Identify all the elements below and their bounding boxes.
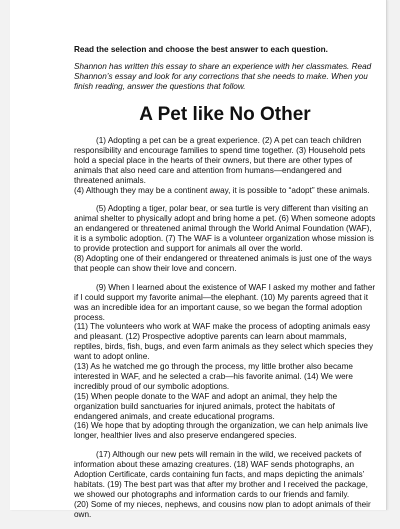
paragraph-text: (1) Adopting a pet can be a great experience. (2) A pet can teach children responsibility and encourage families to spend time together. (3) Household pets hold a special place in the hearts of their owners, but there are other types of animals that also need care and attention from humans—endangered and threatened animals. (4) Although they may be a continent away, it is possible to “adopt” these animals.	[74, 136, 370, 195]
essay-title: A Pet like No Other	[139, 104, 311, 125]
paragraph-text: (9) When I learned about the existence of WAF I asked my mother and father if I could support my favorite animal—the elephant. (10) My parents agreed that it was an incredible idea for an important cause, so we began the formal adoption process. (11) The volunteers who work at WAF make the process of adopting animals easy and pleasant. (12) Prospective adoptive parents can learn about mammals, reptiles, birds, fish, bugs, and even farm animals as they select which species they want to adopt online. (13) As he watched me go through the process, my little brother also became interested in WAF, and he selected a crab—his favorite animal. (14) We were incredibly proud of our symbolic adoptions. (15) When people donate to the WAF and adopt an animal, they help the organization build sanctuaries for injured animals, protect the habitats of endangered animals, and create educational programs. (16) We hope that by adopting through the organization, we can help animals live longer, healthier lives and also preserve endangered species.	[74, 282, 376, 441]
essay-paragraph-1	[74, 136, 376, 195]
essay-paragraph-4	[74, 450, 376, 519]
document-page	[10, 0, 387, 519]
essay-paragraph-3	[74, 283, 376, 442]
document-content	[74, 45, 376, 529]
paragraph-text: (5) Adopting a tiger, polar bear, or sea turtle is very different than visiting an animal shelter to physically adopt and bring home a pet. (6) When someone adopts an endangered or threatened animal through the World Animal Foundation (WAF), it is a symbolic adoption. (7) The WAF is a volunteer organization whose mission is to provide protection and support for animals all over the world. (8) Adopting one of their endangered or threatened animals is just one of the ways that people can show their love and concern.	[74, 204, 376, 273]
essay-paragraph-2	[74, 204, 376, 273]
directions-text: Read the selection and choose the best answer to each question.	[74, 45, 328, 54]
intro-text: Shannon has written this essay to share an experience with her classmates. Read Shannon’s essay and look for any corrections that she needs to make. When you finish reading, answer the questions that follow.	[74, 62, 372, 91]
paragraph-text: (17) Although our new pets will remain in the wild, we received packets of information about these amazing creatures. (18) WAF sends photographs, an Adoption Certificate, cards containing fun facts, and maps depicting the animals’ habitats. (19) The best part was that after my brother and I received the package, we showed our photographs and information cards to our friends and family. (20) Some of my nieces, nephews, and cousins now plan to adopt animals of their own.	[74, 450, 371, 519]
